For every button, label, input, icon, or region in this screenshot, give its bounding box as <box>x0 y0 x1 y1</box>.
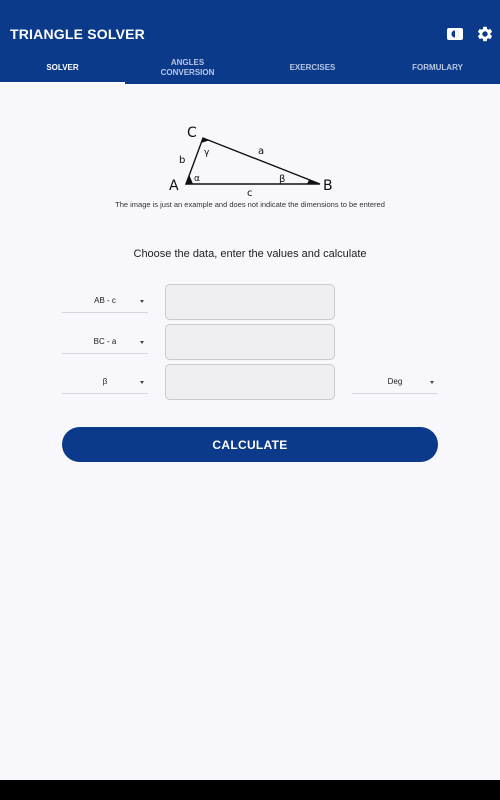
angle-b-marker <box>307 180 320 184</box>
instruction-text: Choose the data, enter the values and calculate <box>133 248 367 260</box>
active-tab-indicator <box>0 82 125 84</box>
tab-label: EXERCISES <box>289 63 336 72</box>
dropdown-arrow-icon <box>430 381 434 384</box>
tab-solver[interactable] <box>0 52 125 84</box>
value-input-1[interactable] <box>165 284 335 320</box>
settings-button[interactable] <box>476 25 494 43</box>
tab-formulary[interactable] <box>375 52 500 84</box>
triangle-diagram <box>160 118 340 198</box>
select-value: BC - a <box>93 337 117 346</box>
tab-label: FORMULARY <box>412 63 463 72</box>
system-navigation-bar <box>0 780 500 800</box>
select-value: AB - c <box>94 296 116 305</box>
tab-angles-conversion[interactable] <box>125 52 250 84</box>
side-b-label: b <box>179 155 186 166</box>
select-value: Deg <box>387 377 403 386</box>
triangle-shape <box>186 138 320 184</box>
side-c-label: c <box>247 188 253 198</box>
vertex-a-label: A <box>169 178 179 194</box>
value-input-2[interactable] <box>165 324 335 360</box>
data-select-2[interactable] <box>62 332 148 354</box>
tab-label: ANGLES CONVERSION <box>160 58 215 77</box>
angle-alpha-label: α <box>194 174 200 184</box>
tab-bar <box>0 52 500 84</box>
angle-unit-select[interactable] <box>352 372 438 394</box>
dropdown-arrow-icon <box>140 300 144 303</box>
data-select-1[interactable] <box>62 291 148 313</box>
value-input-3[interactable] <box>165 364 335 400</box>
data-select-3[interactable] <box>62 372 148 394</box>
tab-exercises[interactable] <box>250 52 375 84</box>
diagram-caption: The image is just an example and does not indicate the dimensions to be entered <box>115 200 385 209</box>
vertex-b-label: B <box>323 178 333 194</box>
side-a-label: a <box>258 146 265 157</box>
vertex-c-label: C <box>187 125 197 141</box>
tab-label: SOLVER <box>46 63 79 72</box>
dropdown-arrow-icon <box>140 381 144 384</box>
theme-toggle-button[interactable] <box>446 25 464 43</box>
angle-gamma-label: γ <box>204 148 210 158</box>
dropdown-arrow-icon <box>140 341 144 344</box>
angle-beta-label: β <box>279 174 286 185</box>
app-title: TRIANGLE SOLVER <box>10 26 145 42</box>
select-value: β <box>102 377 108 386</box>
app-bar <box>0 0 500 84</box>
brightness-contrast-icon <box>446 25 464 43</box>
calculate-button[interactable]: CALCULATE <box>62 427 438 462</box>
gear-icon <box>476 25 494 43</box>
